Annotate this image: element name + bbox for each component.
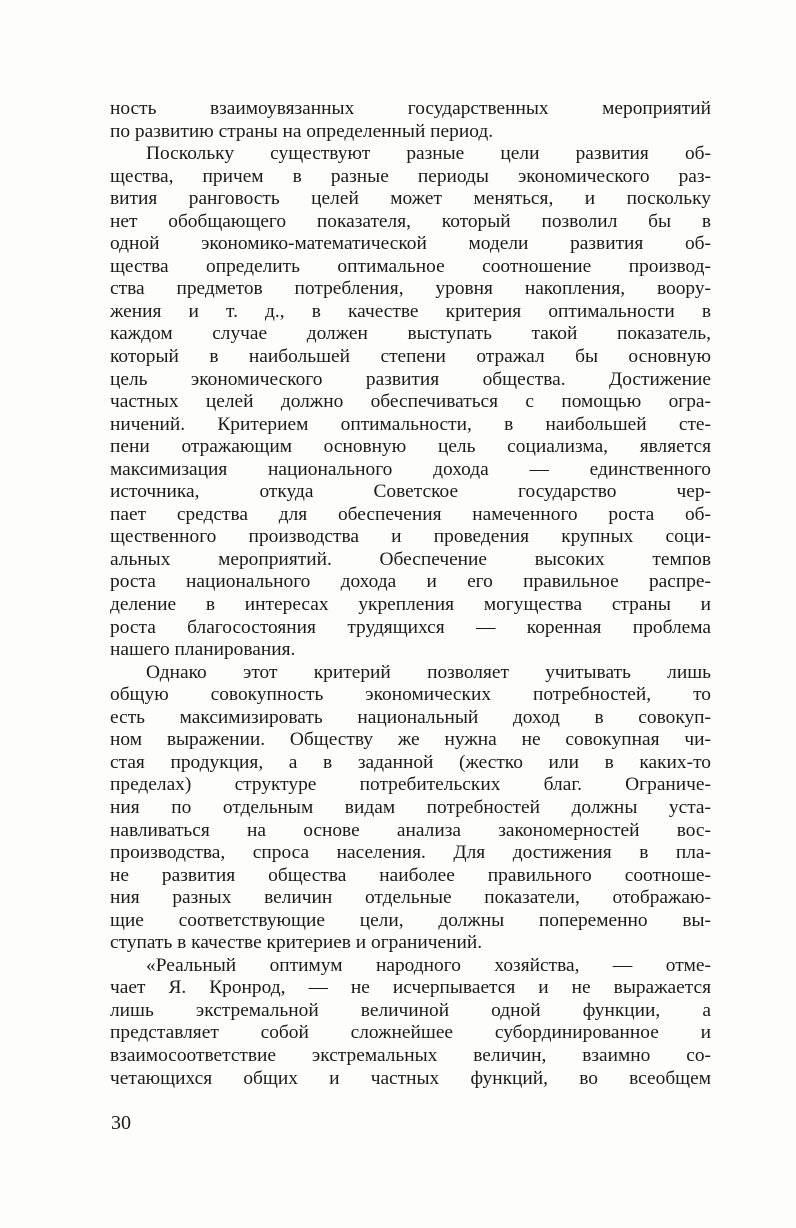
text-line: частных целей должно обеспечиваться с помощью огра- (110, 391, 711, 413)
text-line: ном выражении. Обществу же нужна не совокупная чи- (110, 729, 711, 751)
text-line: каждом случае должен выступать такой показатель, (110, 323, 711, 345)
paragraph-3 (110, 662, 711, 955)
text-line: производства, спроса населения. Для достижения в пла- (110, 842, 711, 864)
text-line: нет обобщающего показателя, который позволил бы в (110, 210, 711, 232)
text-line: максимизация национального дохода — единственного (110, 458, 711, 480)
text-line: роста национального дохода и его правильное распре- (110, 571, 711, 593)
text-line: роста благосостояния трудящихся — коренная проблема (110, 616, 711, 638)
text-line: «Реальный оптимум народного хозяйства, — отме- (146, 954, 711, 976)
text-line: взаимосоответствие экстремальных величин, взаимно со- (110, 1044, 711, 1066)
text-line: одной экономико-математической модели развития об- (110, 233, 711, 255)
text-line: лишь экстремальной величиной одной функции, а (110, 999, 711, 1021)
text-line: альных мероприятий. Обеспечение высоких темпов (110, 548, 711, 570)
text-line: пределах) структуре потребительских благ. Ограниче- (110, 774, 711, 796)
text-line: ность взаимоувязанных государственных мероприятий (110, 98, 711, 119)
paragraph-4 (110, 955, 711, 1090)
text-line: Поскольку существуют разные цели развития об- (146, 143, 711, 165)
text-line: ния разных величин отдельные показатели, отображаю- (110, 887, 711, 909)
text-line: источника, откуда Советское государство чер- (110, 481, 711, 503)
text-line: стая продукция, а в заданной (жестко или в каких-то (110, 751, 711, 773)
text-line: есть максимизировать национальный доход в совокуп- (110, 706, 711, 728)
text-line: щие соответствующие цели, должны попеременно вы- (110, 909, 711, 931)
text-line: щественного производства и проведения крупных соци- (110, 526, 711, 548)
page-number: 30 (111, 1112, 131, 1134)
body-text (110, 98, 711, 1090)
text-line: вития ранговость целей может меняться, и поскольку (110, 188, 711, 210)
text-line: деление в интересах укрепления могущества страны и (110, 594, 711, 616)
text-line: четающихся общих и частных функций, во всеобщем (110, 1067, 711, 1089)
text-line: пает средства для обеспечения намеченного роста об- (110, 503, 711, 525)
text-line: общую совокупность экономических потребностей, то (110, 684, 711, 706)
text-line: ничений. Критерием оптимальности, в наибольшей сте- (110, 413, 711, 435)
text-line: цель экономического развития общества. Достижение (110, 368, 711, 390)
text-line: который в наибольшей степени отражал бы основную (110, 346, 711, 368)
text-line: щества, причем в разные периоды экономического раз- (110, 165, 711, 187)
paragraph-2 (110, 143, 711, 662)
text-line: нашего планирования. (110, 639, 296, 661)
text-line: щества определить оптимальное соотношение производ- (110, 255, 711, 277)
text-line: ства предметов потребления, уровня накопления, воору- (110, 278, 711, 300)
text-line: представляет собой сложнейшее субординированное и (110, 1022, 711, 1044)
text-line: ния по отдельным видам потребностей должны уста- (110, 796, 711, 818)
paragraph-1 (110, 98, 711, 143)
text-line: не развития общества наиболее правильного соотноше- (110, 864, 711, 886)
text-line: по развитию страны на определенный период. (110, 120, 494, 142)
text-line: ступать в качестве критериев и ограничений. (110, 932, 483, 954)
text-line: жения и т. д., в качестве критерия оптимальности в (110, 300, 711, 322)
text-line: навливаться на основе анализа закономерностей вос- (110, 819, 711, 841)
text-line: пени отражающим основную цель социализма, является (110, 436, 711, 458)
text-line: чает Я. Кронрод, — не исчерпывается и не выражается (110, 977, 711, 999)
text-line: Однако этот критерий позволяет учитывать лишь (146, 661, 711, 683)
